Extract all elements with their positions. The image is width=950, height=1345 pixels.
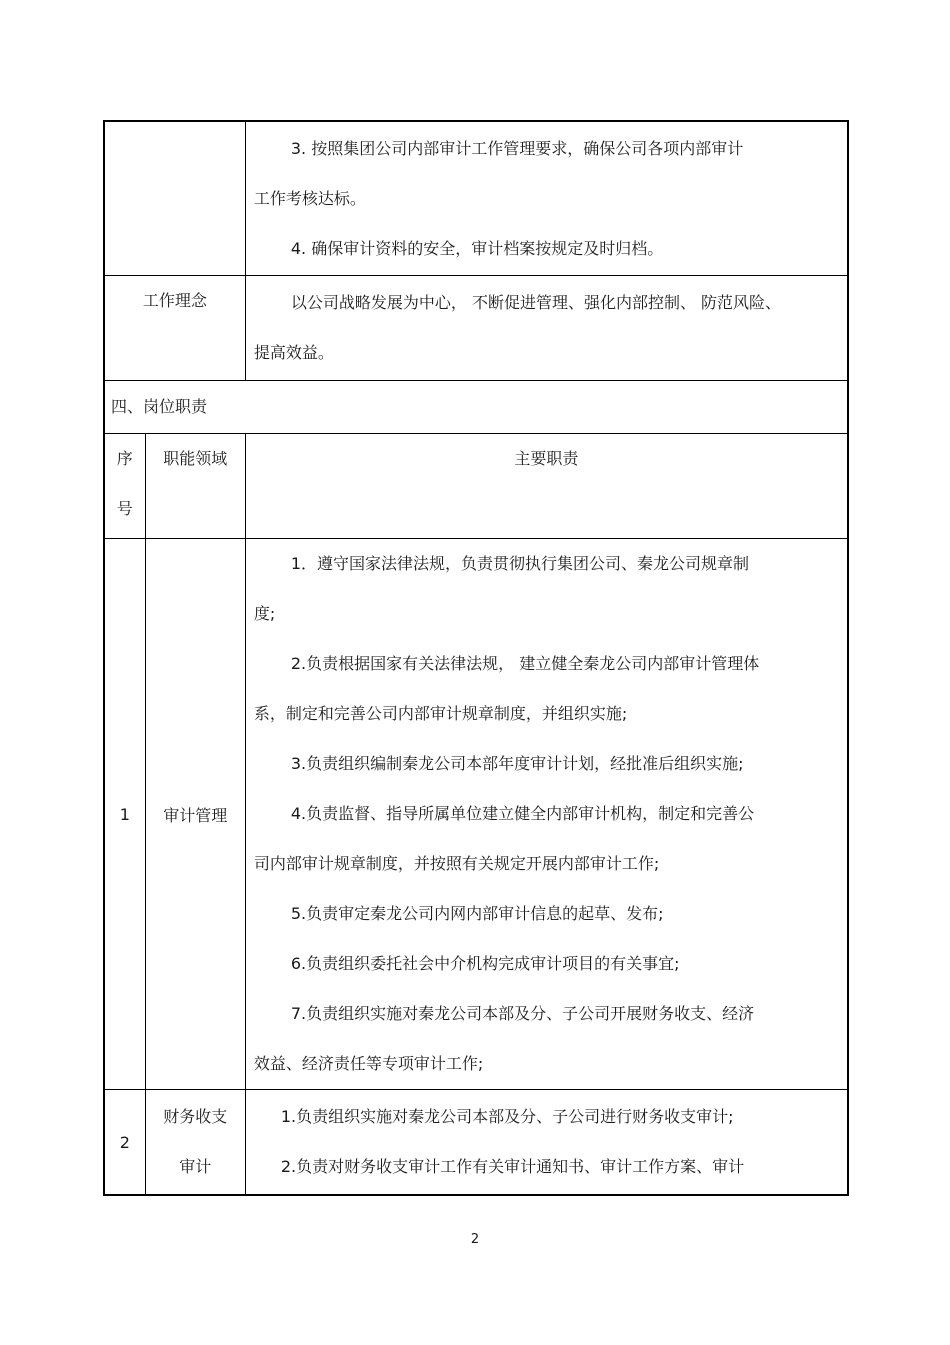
section-heading: 四、岗位职责: [104, 381, 848, 434]
text-line: 3.负责组织编制秦龙公司本部年度审计计划，经批准后组织实施;: [290, 754, 744, 773]
text-line: 2.负责根据国家有关法律法规， 建立健全秦龙公司内部审计管理体: [290, 654, 760, 673]
row-duties: [245, 1090, 848, 1196]
table-row: [104, 1090, 848, 1196]
text-line: 2.负责对财务收支审计工作有关审计通知书、审计工作方案、审计: [280, 1157, 745, 1176]
row-number: 2: [104, 1090, 145, 1196]
goals-content-cell: [245, 121, 848, 276]
text-line: 5.负责审定秦龙公司内网内部审计信息的起草、发布;: [290, 904, 664, 923]
table-row: [104, 276, 848, 381]
text-line: 4. 确保审计资料的安全，审计档案按规定及时归档。: [290, 238, 664, 258]
table-row: [104, 539, 848, 1090]
row-duties: [245, 539, 848, 1090]
page-number: 2: [470, 1232, 480, 1247]
header-area: 职能领域: [145, 434, 245, 539]
row-number: 1: [104, 539, 145, 1090]
text-line: 度;: [253, 604, 276, 623]
text-line: 4.负责监督、指导所属单位建立健全内部审计机构，制定和完善公: [290, 804, 755, 823]
empty-label-cell: [104, 121, 245, 276]
text-line: 1.负责组织实施对秦龙公司本部及分、子公司进行财务收支审计;: [280, 1107, 734, 1126]
header-seq: 序 号: [104, 434, 145, 539]
text-line: 效益、经济责任等专项审计工作;: [253, 1054, 484, 1073]
text-line: 提高效益。: [253, 343, 334, 362]
text-line: 司内部审计规章制度，并按照有关规定开展内部审计工作;: [253, 854, 660, 873]
responsibility-table: [103, 120, 849, 1196]
text-line: 1．遵守国家法律法规，负责贯彻执行集团公司、秦龙公司规章制: [290, 554, 750, 573]
row-area: 审计管理: [145, 539, 245, 1090]
text-line: 7.负责组织实施对秦龙公司本部及分、子公司开展财务收支、经济: [290, 1004, 755, 1023]
work-philosophy-content: [245, 276, 848, 381]
text-line: 3. 按照集团公司内部审计工作管理要求，确保公司各项内部审计: [290, 138, 744, 158]
text-line: 6.负责组织委托社会中介机构完成审计项目的有关事宜;: [290, 954, 680, 973]
table-header-row: [104, 434, 848, 539]
text-line: 以公司战略发展为中心， 不断促进管理、强化内部控制、 防范风险、: [290, 293, 782, 312]
work-philosophy-label: 工作理念: [104, 276, 245, 381]
text-line: 工作考核达标。: [253, 188, 366, 208]
header-duties: 主要职责: [245, 434, 848, 539]
table-row: [104, 121, 848, 276]
text-line: 系，制定和完善公司内部审计规章制度，并组织实施;: [253, 704, 628, 723]
table-row: [104, 381, 848, 434]
row-area: 财务收支 审计: [145, 1090, 245, 1196]
